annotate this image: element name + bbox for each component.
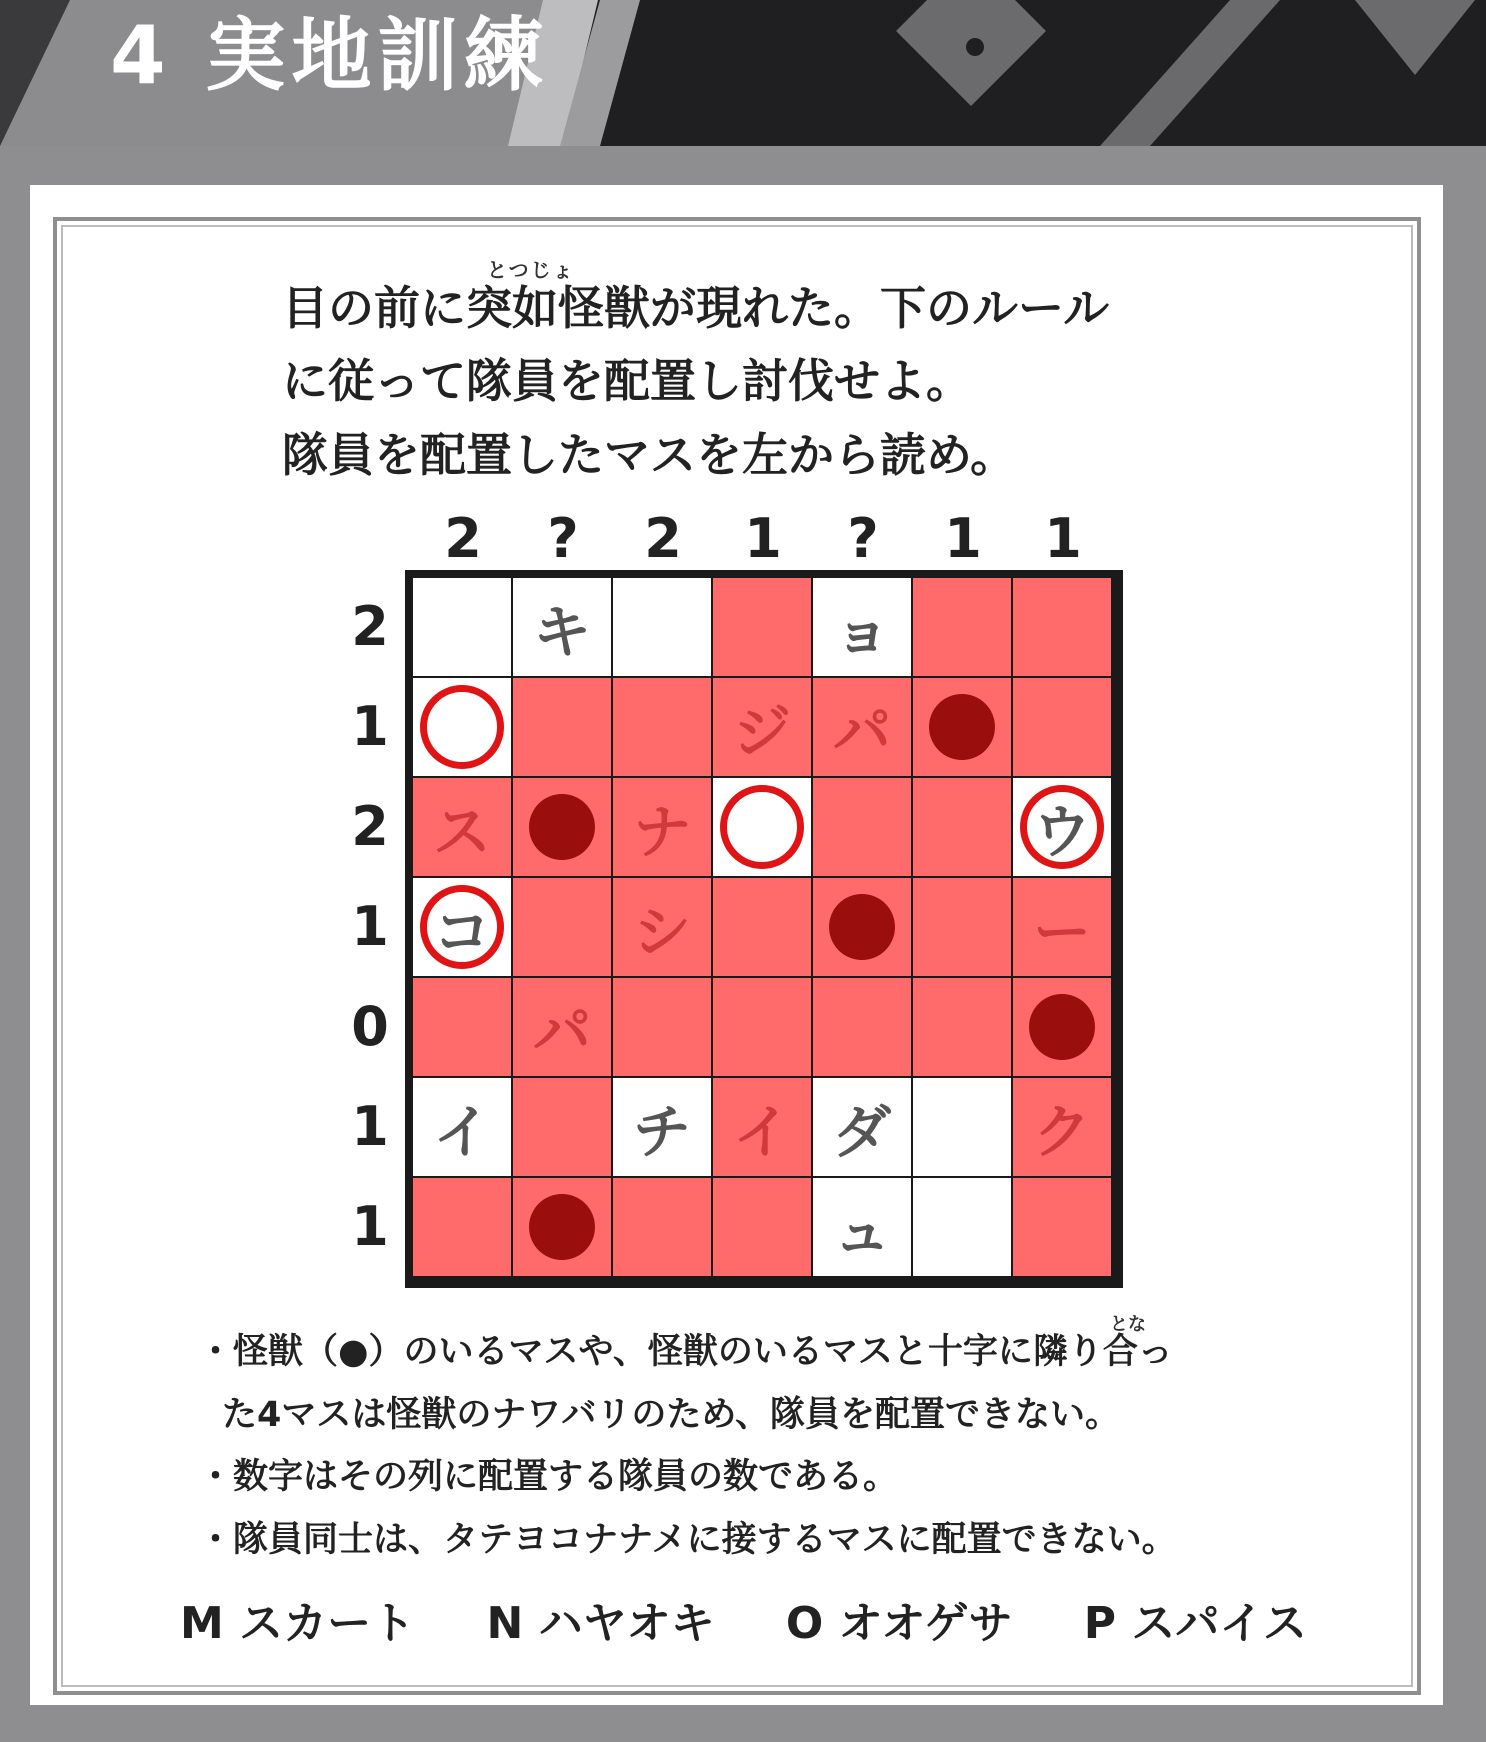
intro-line-3: 隊員を配置したマスを左から読め。	[282, 428, 1017, 482]
grid-cell[interactable]	[913, 678, 1011, 776]
grid-cell[interactable]	[613, 1078, 711, 1176]
cell-kana: ー	[1032, 898, 1091, 966]
grid-cell[interactable]	[913, 578, 1011, 676]
grid-cell[interactable]	[813, 1078, 911, 1176]
column-clue: 1	[1044, 507, 1082, 570]
cell-kana: ジ	[732, 698, 791, 766]
header-bar	[0, 0, 1486, 146]
intro-line-2: に従って隊員を配置し討伐せよ。	[282, 354, 972, 408]
cell-kana: ク	[1032, 1098, 1091, 1166]
column-clue: ?	[547, 507, 579, 570]
cell-kana: ナ	[632, 798, 691, 866]
cell-kana: コ	[432, 898, 491, 966]
row-clue: 2	[351, 795, 389, 858]
monster-icon	[929, 694, 995, 760]
grid-cell[interactable]	[613, 678, 711, 776]
grid-cell[interactable]	[613, 978, 711, 1076]
grid-cell[interactable]	[513, 578, 611, 676]
column-clue: 2	[644, 507, 682, 570]
grid-cell[interactable]	[813, 978, 911, 1076]
rule-line-2: た4マスは怪獣のナワバリのため、隊員を配置できない。	[222, 1395, 1120, 1435]
grid-cell[interactable]	[513, 678, 611, 776]
grid-cell[interactable]	[413, 978, 511, 1076]
grid-cell[interactable]	[513, 878, 611, 976]
column-clue: 1	[744, 507, 782, 570]
triangle-icon	[1355, 0, 1475, 75]
grid-cell[interactable]	[1013, 1078, 1111, 1176]
cell-kana: パ	[832, 698, 891, 766]
grid-cell[interactable]	[613, 1178, 711, 1276]
grid-cell[interactable]	[413, 678, 511, 776]
grid-cell[interactable]	[913, 878, 1011, 976]
cell-kana: ス	[432, 798, 491, 866]
grid-cell[interactable]	[413, 578, 511, 676]
rule-line-4: ・隊員同士は、タテヨコナナメに接するマスに配置できない。	[198, 1520, 1177, 1560]
row-clue: 0	[351, 995, 389, 1058]
grid-cell[interactable]	[713, 1078, 811, 1176]
row-clue: 1	[351, 895, 389, 958]
grid-cell[interactable]	[913, 1178, 1011, 1276]
cell-kana: キ	[532, 598, 591, 666]
grid-cell[interactable]	[413, 1178, 511, 1276]
option-p[interactable]: P スパイス	[1083, 1598, 1307, 1649]
grid-cell[interactable]	[1013, 678, 1111, 776]
grid-cell[interactable]	[513, 1078, 611, 1176]
column-clue: 1	[944, 507, 982, 570]
grid-cell[interactable]	[813, 878, 911, 976]
option-o[interactable]: O オオゲサ	[785, 1598, 1013, 1649]
grid-cell[interactable]	[713, 1178, 811, 1276]
grid-cell[interactable]	[1013, 878, 1111, 976]
page-title: 4 実地訓練	[110, 9, 550, 102]
grid-cell[interactable]	[913, 978, 1011, 1076]
grid-cell[interactable]	[413, 878, 511, 976]
grid-cell[interactable]	[1013, 1178, 1111, 1276]
grid-cell[interactable]	[1013, 578, 1111, 676]
grid-cell[interactable]	[513, 978, 611, 1076]
puzzle-grid	[405, 570, 1123, 1288]
cell-kana: イ	[432, 1098, 491, 1166]
grid-cell[interactable]	[1013, 778, 1111, 876]
grid-cell[interactable]	[713, 578, 811, 676]
monster-icon	[529, 794, 595, 860]
furigana: とつじょ	[487, 258, 575, 282]
member-circle-icon	[420, 885, 504, 969]
cell-kana: ュ	[832, 1198, 891, 1266]
option-m[interactable]: M スカート	[180, 1598, 416, 1649]
grid-cell[interactable]	[513, 778, 611, 876]
cell-kana: ョ	[832, 598, 891, 666]
grid-cell[interactable]	[813, 578, 911, 676]
grid-cell[interactable]	[713, 778, 811, 876]
row-clue: 1	[351, 1195, 389, 1258]
cell-kana: ウ	[1032, 798, 1091, 866]
row-clue: 1	[351, 1095, 389, 1158]
grid-cell[interactable]	[713, 678, 811, 776]
dot-icon	[966, 38, 984, 56]
grid-cell[interactable]	[413, 1078, 511, 1176]
cell-kana: チ	[632, 1098, 691, 1166]
monster-icon	[529, 1194, 595, 1260]
grid-cell[interactable]	[1013, 978, 1111, 1076]
column-clue: 2	[444, 507, 482, 570]
cell-kana: ダ	[832, 1098, 891, 1166]
rule-line-3: ・数字はその列に配置する隊員の数である。	[198, 1457, 899, 1497]
answer-options	[180, 1598, 1363, 1649]
grid-cell[interactable]	[413, 778, 511, 876]
column-clue: ?	[847, 507, 879, 570]
furigana: とな	[1110, 1314, 1146, 1335]
cell-kana: イ	[732, 1098, 791, 1166]
grid-cell[interactable]	[613, 778, 711, 876]
member-circle-icon	[420, 685, 504, 769]
grid-cell[interactable]	[913, 778, 1011, 876]
header-stripe	[1100, 0, 1280, 146]
intro-line-1: 目の前に突如怪獣が現れた。下のルール	[282, 281, 1110, 335]
grid-cell[interactable]	[713, 878, 811, 976]
member-circle-icon	[720, 785, 804, 869]
grid-cell[interactable]	[713, 978, 811, 1076]
cell-kana: パ	[532, 998, 591, 1066]
cell-kana: シ	[632, 898, 691, 966]
grid-cell[interactable]	[813, 678, 911, 776]
monster-icon	[1029, 994, 1095, 1060]
grid-cell[interactable]	[613, 878, 711, 976]
row-clue: 2	[351, 595, 389, 658]
option-n[interactable]: N ハヤオキ	[486, 1598, 715, 1649]
rule-line-1: ・怪獣（●）のいるマスや、怪獣のいるマスと十字に隣り合っ	[198, 1332, 1173, 1372]
grid-cell[interactable]	[513, 1178, 611, 1276]
monster-icon	[829, 894, 895, 960]
grid-cell[interactable]	[813, 778, 911, 876]
row-clue: 1	[351, 695, 389, 758]
grid-cell[interactable]	[613, 578, 711, 676]
member-circle-icon	[1020, 785, 1104, 869]
grid-cell[interactable]	[813, 1178, 911, 1276]
grid-cell[interactable]	[913, 1078, 1011, 1176]
